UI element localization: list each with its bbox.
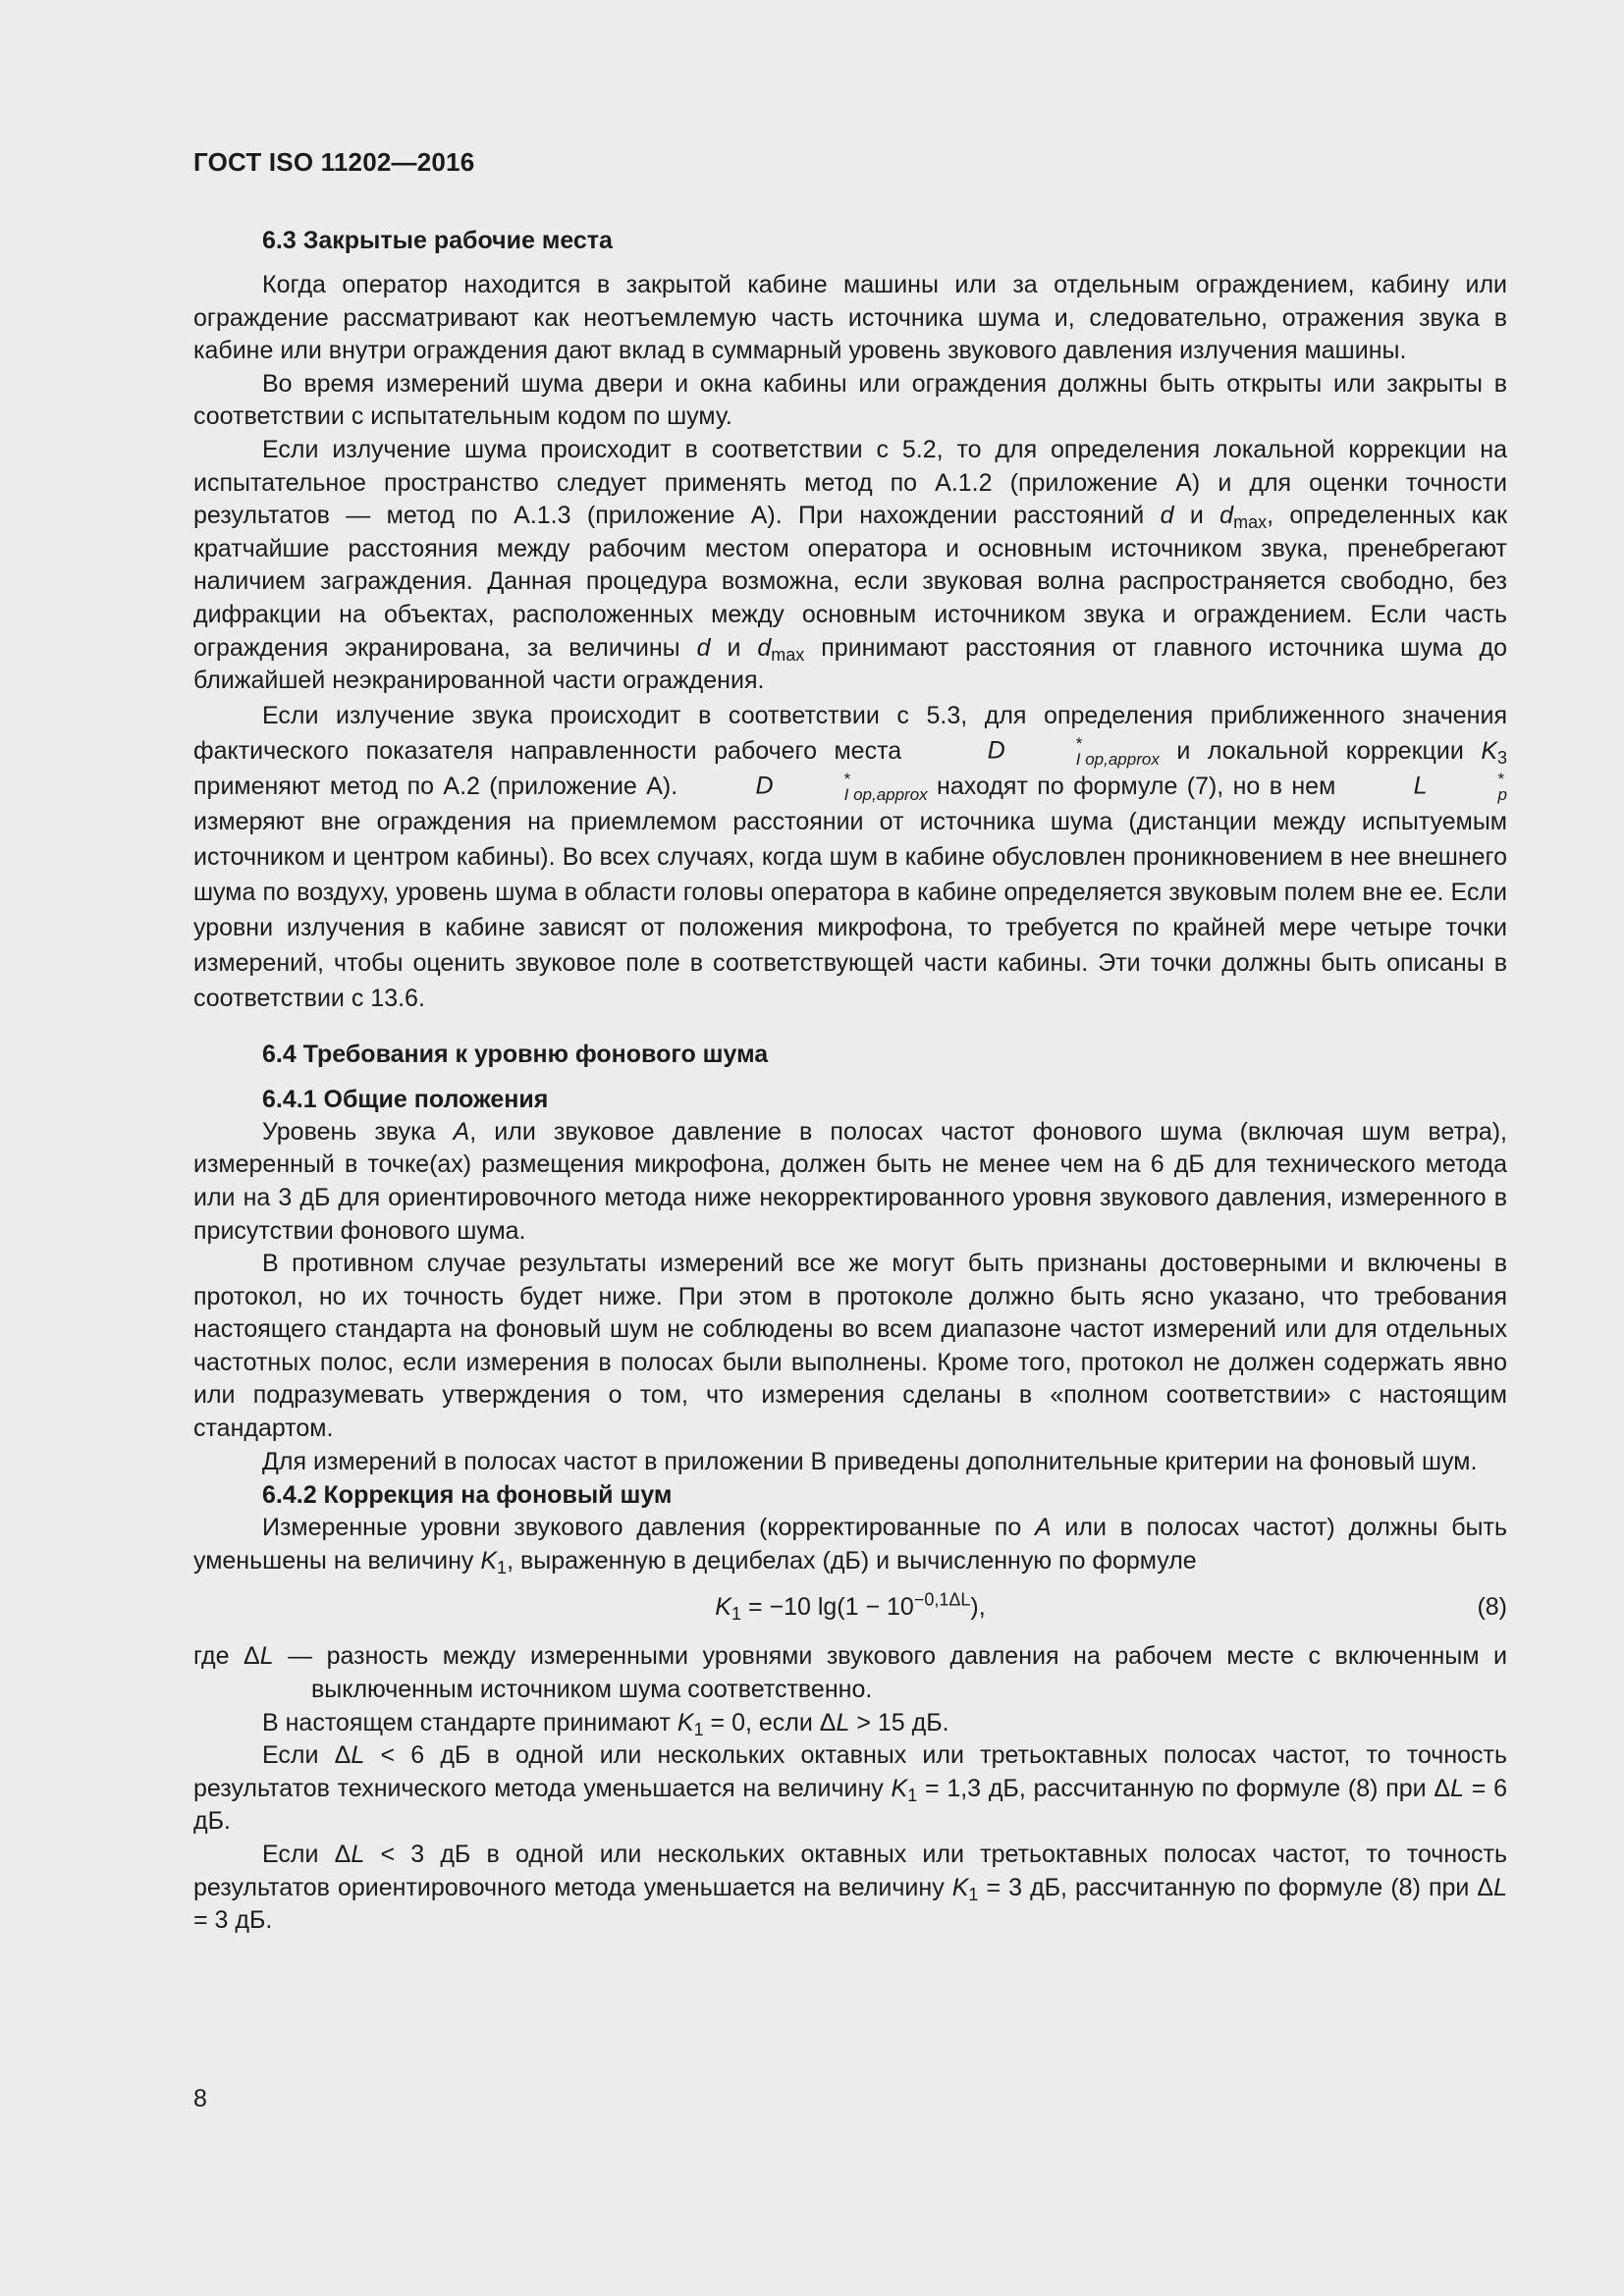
section-6-3-title: 6.3 Закрытые рабочие места [262,227,613,254]
paragraph: Когда оператор находится в закрытой кабине машины или за отдельным ограждением, кабину или ограждение рассматривают как неотъемлемую часть источника шума и, следовательно, отражения звука в кабине или внутри ограждения дают вклад в суммарный уровень звукового давления излучения машины. [193,271,1507,365]
symbol-d: d [696,633,711,662]
paragraph: Уровень звука A, или звуковое давление в полосах частот фонового шума (включая шум ветра), измеренный в точке(ах) размещения микрофона, должен быть не менее чем на 6 дБ для технического метода или на 3 дБ для ориентировочного метода ниже некорректированного уровня звукового давления, измеренного в присутствии фонового шума. [193,1117,1507,1245]
formula-legend: где ΔL — разность между измеренными уровнями звукового давления на рабочем месте с включенным и выключенным источником шума соответственно. [193,1642,1507,1704]
symbol-dmax: d [1219,502,1234,530]
page-number: 8 [193,2085,207,2112]
paragraph: Если ΔL < 6 дБ в одной или нескольких октавных или третьоктавных полосах частот, то точность результатов технического метода уменьшается на величину $K_1 = 1,3$ дБ, рассчитанную по формуле (8) при ΔL = 6 дБ. [193,1741,1508,1836]
section-6-4-1-title: 6.4.1 Общие положения [262,1085,549,1113]
paragraph: В противном случае результаты измерений все же могут быть признаны достоверными и включены в протокол, но их точность будет ниже. При этом в протоколе должно быть ясно указано, что требования настоящего стандарта на фоновый шум не соблюдены во всем диапазоне частот измерений или для отдельных частотных полос, если измерения в полосах были выполнены. Кроме того, протокол не должен содержать явно или подразумевать утверждения о том, что измерения сделаны в «полном соответствии» с настоящим стандартом. [193,1250,1507,1443]
formula-number: (8) [1477,1593,1507,1622]
symbol-directivity-index: D * I op,approx [987,734,1160,770]
section-6-4-2-title: 6.4.2 Коррекция на фоновый шум [262,1481,673,1510]
formula-8 [193,1583,1507,1630]
document-body [193,224,1507,1938]
symbol-directivity-index: D * I op,approx [755,770,928,805]
paragraph: Измеренные уровни звукового давления (корректированные по A или в полосах частот) должны быть уменьшены на величину $K_1$, выраженную в децибелах (дБ) и вычисленную по формуле [193,1514,1507,1577]
paragraph: В настоящем стандарте принимают $K_1 = 0$, если ΔL > 15 дБ. [262,1708,949,1739]
symbol-k3: K [1481,736,1497,765]
paragraph: Если излучение звука происходит в соответствии с 5.3, для определения приближенного значения фактического показателя направленности рабочего места D * I op,approx и локальной коррекции $K_3$ применяют метод по А.2 (приложение А). D * I op,approx находят по формуле (7), но в нем L * p измеряют вне ограждения на приемлемом расстоянии от источника шума (дистанции между испытуемым источником и центром кабины). Во всех случаях, когда шум в кабине обусловлен проникновением в нее внешнего шума по воздуху, уровень шума в области головы оператора в кабине определяется звуковым полем вне ее. Если уровни излучения в кабине зависят от положения микрофона, то требуется по крайней мере четыре точки измерений, чтобы оценить звуковое поле в соответствующей части кабины. Эти точки должны быть описаны в соответствии с 13.6. [193,701,1508,1012]
symbol-lp-star: L * p [1413,770,1507,805]
paragraph: Для измерений в полосах частот в приложении В приведены дополнительные критерии на фоновый шум. [262,1447,1478,1475]
paragraph: Во время измерений шума двери и окна кабины или ограждения должны быть открыты или закрыты в соответствии с испытательным кодом по шуму. [193,369,1507,431]
formula-expression: $K_1 = -10$ $\lg(1 - 10^{-0,1\Delta L})$, [715,1590,986,1625]
paragraph: Если излучение шума происходит в соответствии с 5.2, то для определения локальной коррекции на испытательное пространство следует применять метод по А.1.2 (приложение А) и для оценки точности результатов — метод по А.1.3 (приложение А). При нахождении расстояний d и $d_{max}$, определенных как кратчайшие расстояния между рабочим местом оператора и основным источником звука, пренебрегают наличием заграждения. Данная процедура возможна, если звуковая волна распространяется свободно, без дифракции на объектах, расположенных между основным источником звука и ограждением. Если часть ограждения экранирована, за величины d и $d_{max}$ принимают расстояния от главного источника шума до ближайшей неэкранированной части ограждения. [193,435,1508,695]
symbol-d: d [1160,502,1174,530]
symbol-dmax: d [757,633,772,662]
section-6-4-title: 6.4 Требования к уровню фонового шума [262,1040,769,1068]
document-header: ГОСТ ISO 11202—2016 [193,147,475,177]
paragraph: Если ΔL < 3 дБ в одной или нескольких октавных или третьоктавных полосах частот, то точность результатов ориентировочного метода уменьшается на величину $K_1 = 3$ дБ, рассчитанную по формуле (8) при ΔL = 3 дБ. [193,1841,1508,1935]
